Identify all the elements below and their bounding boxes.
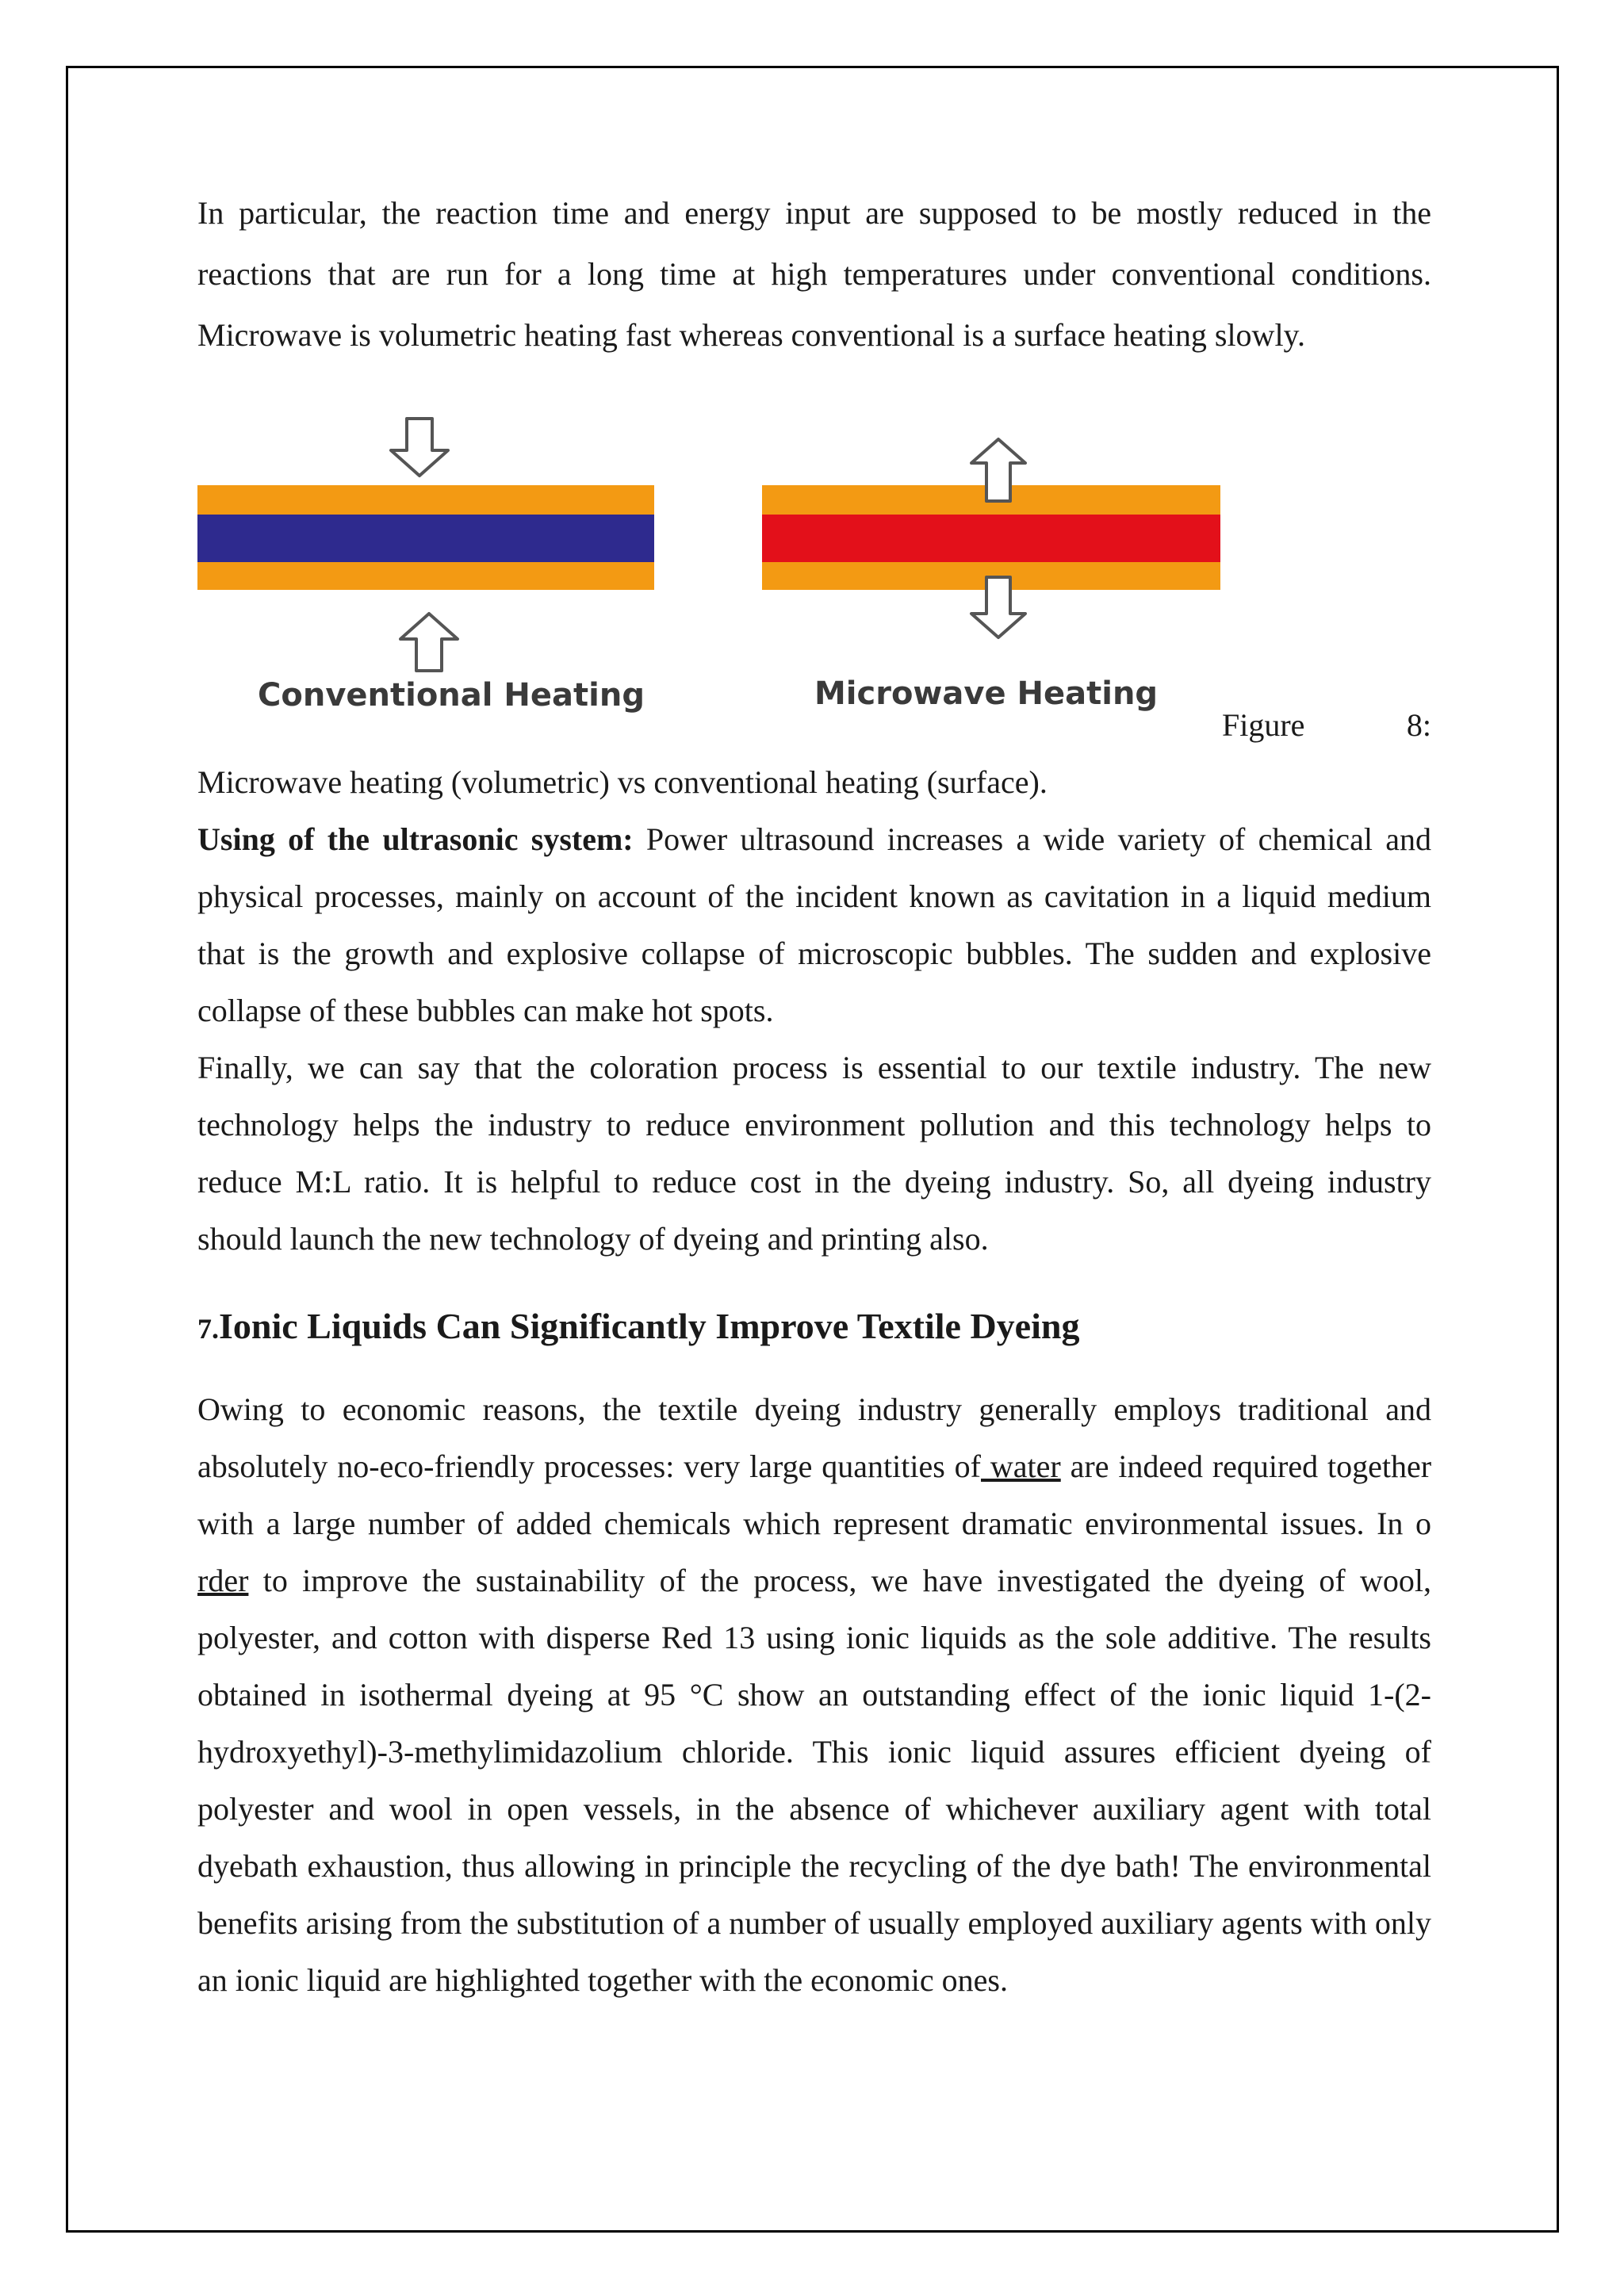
section-text-2: are indeed required together with a large number of added chemicals which represent dramatic environmental issues. In o (197, 1448, 1432, 1541)
water-link[interactable]: water (981, 1448, 1061, 1484)
figure-caption: Microwave heating (volumetric) vs conventional heating (surface). (197, 764, 1048, 800)
microwave-heating-label: Microwave Heating (814, 675, 1159, 712)
ultrasonic-text: Power ultrasound increases a wide variety of chemical and physical processes, mainly on account of the incident known as cavitation in a liquid medium that is the growth and explosive collapse of microscopic bubbles. The sudden and explosive collapse of these bubbles can make hot spots. (197, 821, 1431, 1028)
figure-caption-start (1222, 706, 1431, 744)
section-paragraph (197, 1381, 1431, 2009)
section-title: Ionic Liquids Can Significantly Improve Textile Dyeing (219, 1306, 1080, 1346)
ultrasonic-paragraph (197, 811, 1431, 1039)
ultrasonic-lead: Using of the ultrasonic system: (197, 821, 634, 857)
heating-diagram (197, 409, 1431, 702)
conventional-inner-layer (197, 515, 654, 562)
caption-number: 8: (1406, 707, 1431, 743)
caption-word: Figure (1222, 707, 1305, 743)
section-text-3: to improve the sustainability of the process, we have investigated the dyeing of wool, polyester, and cotton with disperse Red 13 using ionic liquids as the sole additive. The results obtained in isothermal dyeing at 95 °C show an outstanding effect of the ionic liquid 1-(2-hydroxyethyl)-3-methylimidazolium chloride. This ionic liquid assures efficient dyeing of polyester and wool in open vessels, in the absence of whichever auxiliary agent with total dyebath exhaustion, thus allowing in principle the recycling of the dye bath! The environmental benefits arising from the substitution of a number of usually employed auxiliary agents with only an ionic liquid are highlighted together with the economic ones. (197, 1563, 1431, 1998)
microwave-inner-layer (762, 515, 1220, 562)
section-heading (197, 1303, 1431, 1353)
section-number: 7. (197, 1313, 219, 1345)
intro-paragraph: In particular, the reaction time and energy input are supposed to be mostly reduced in the reactions that are run for a long time at high temperatures under conventional conditions. Microwave is volumetric heating fast whereas conventional is a surface heating slowly. (197, 195, 1431, 353)
arrow-up-icon (400, 614, 458, 671)
rder-link[interactable]: rder (197, 1563, 249, 1598)
section-text-1: Owing to economic reasons, the textile dyeing industry generally employs traditional and absolutely no-eco-friendly processes: very large quantities of (197, 1391, 1431, 1484)
conclusion-paragraph: Finally, we can say that the coloration process is essential to our textile industry. The new technology helps the industry to reduce environment pollution and this technology helps to reduce M:L ratio. It is helpful to reduce cost in the dyeing industry. So, all dyeing industry should launch the new technology of dyeing and printing also. (197, 1050, 1431, 1257)
document-body (197, 182, 1431, 2009)
conventional-heating-label: Conventional Heating (258, 677, 645, 714)
arrow-down-icon (391, 419, 448, 476)
heating-figure (197, 409, 1431, 746)
